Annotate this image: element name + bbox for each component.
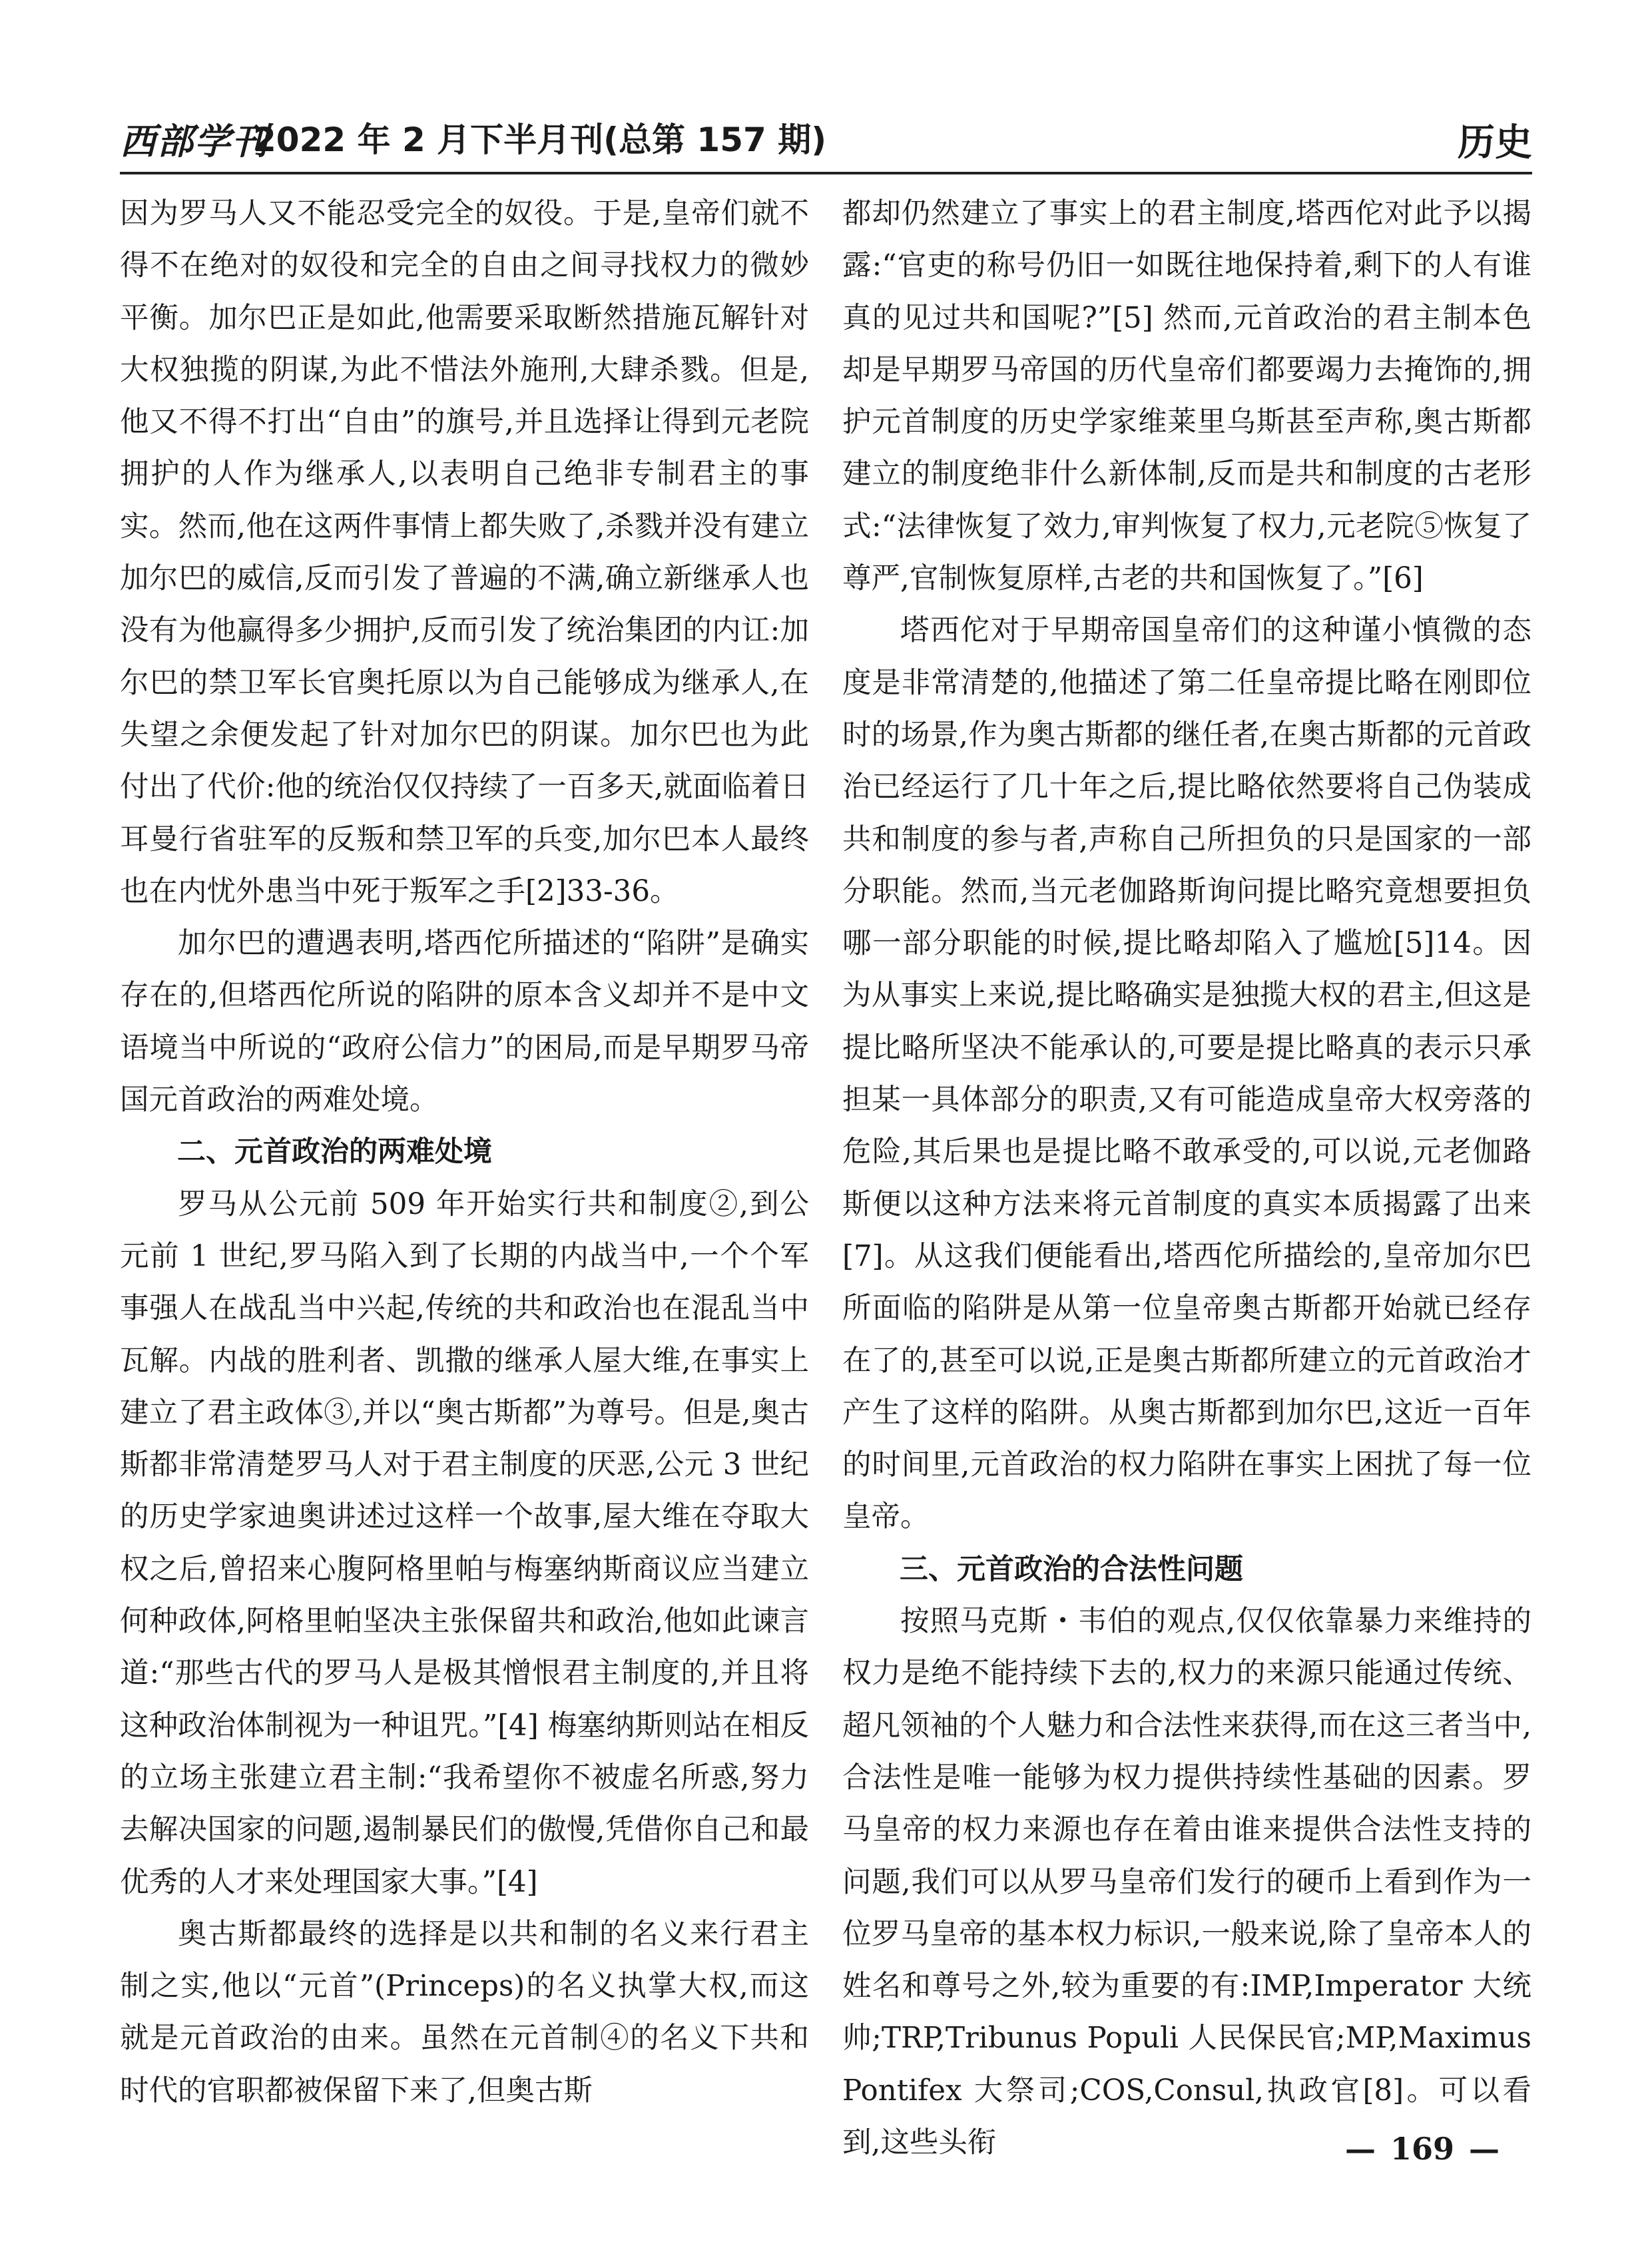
page-number: 169 (1390, 2131, 1455, 2167)
body-paragraph: 加尔巴的遭遇表明,塔西佗所描述的“陷阱”是确实存在的,但塔西佗所说的陷阱的原本含义却并不是中文语境当中所说的“政府公信力”的困局,而是早期罗马帝国元首政治的两难处境。 (120, 927, 809, 1117)
body-paragraph: 因为罗马人又不能忍受完全的奴役。于是,皇帝们就不得不在绝对的奴役和完全的自由之间寻找权力的微妙平衡。加尔巴正是如此,他需要采取断然措施瓦解针对大权独揽的阴谋,为此不惜法外施刑,大肆杀戮。但是,他又不得不打出“自由”的旗号,并且选择让得到元老院拥护的人作为继承人,以表明自己绝非专制君主的事实。然而,他在这两件事情上都失败了,杀戮并没有建立加尔巴的威信,反而引发了普遍的不满,确立新继承人也没有为他赢得多少拥护,反而引发了统治集团的内讧:加尔巴的禁卫军长官奥托原以为自己能够成为继承人,在失望之余便发起了针对加尔巴的阴谋。加尔巴也为此付出了代价:他的统治仅仅持续了一百多天,就面临着日耳曼行省驻军的反叛和禁卫军的兵变,加尔巴本人最终也在内忧外患当中死于叛军之手[2]33-36。 (120, 197, 809, 908)
body-paragraph: 塔西佗对于早期帝国皇帝们的这种谨小慎微的态度是非常清楚的,他描述了第二任皇帝提比略在刚即位时的场景,作为奥古斯都的继任者,在奥古斯都的元首政治已经运行了几十年之后,提比略依然要将自己伪装成共和制度的参与者,声称自己所担负的只是国家的一部分职能。然而,当元老伽路斯询问提比略究竟想要担负哪一部分职能的时候,提比略却陷入了尴尬[5]14。因为从事实上来说,提比略确实是独揽大权的君主,但这是提比略所坚决不能承认的,可要是提比略真的表示只承担某一具体部分的职责,又有可能造成皇帝大权旁落的危险,其后果也是提比略不敢承受的,可以说,元老伽路斯便以这种方法来将元首制度的真实本质揭露了出来[7]。从这我们便能看出,塔西佗所描绘的,皇帝加尔巴所面临的陷阱是从第一位皇帝奥古斯都开始就已经存在了的,甚至可以说,正是奥古斯都所建立的元首政治才产生了这样的陷阱。从奥古斯都到加尔巴,这近一百年的时间里,元首政治的权力陷阱在事实上困扰了每一位皇帝。 (842, 614, 1531, 1534)
page-header (120, 108, 1532, 165)
section-tag: 历史 (1458, 121, 1532, 164)
left-column (120, 188, 809, 2117)
section-heading: 二、元首政治的两难处境 (177, 1135, 492, 1169)
header-divider (120, 172, 1532, 174)
body-paragraph: 罗马从公元前 509 年开始实行共和制度②,到公元前 1 世纪,罗马陷入到了长期的内战当中,一个个军事强人在战乱当中兴起,传统的共和政治也在混乱当中瓦解。内战的胜利者、凯撒的继承人屋大维,在事实上建立了君主政体③,并以“奥古斯都”为尊号。但是,奥古斯都非常清楚罗马人对于君主制度的厌恶,公元 3 世纪的历史学家迪奥讲述过这样一个故事,屋大维在夺取大权之后,曾招来心腹阿格里帕与梅塞纳斯商议应当建立何种政体,阿格里帕坚决主张保留共和政治,他如此谏言道:“那些古代的罗马人是极其憎恨君主制度的,并且将这种政治体制视为一种诅咒。”[4] 梅塞纳斯则站在相反的立场主张建立君主制:“我希望你不被虚名所惑,努力去解决国家的问题,遏制暴民们的傲慢,凭借你自己和最优秀的人才来处理国家大事。”[4] (120, 1187, 809, 1899)
footer-dash-right: — (1469, 2131, 1500, 2167)
journal-logo: 西部学刊 (120, 120, 269, 162)
body-paragraph: 奥古斯都最终的选择是以共和制的名义来行君主制之实,他以“元首”(Princeps)的名义执掌大权,而这就是元首政治的由来。虽然在元首制④的名义下共和时代的官职都被保留下来了,但奥古斯 (120, 1917, 809, 2107)
journal-issue: 2022 年 2 月下半月刊(总第 157 期) (253, 121, 827, 159)
section-heading: 三、元首政治的合法性问题 (900, 1552, 1243, 1586)
footer-dash-left: — (1345, 2131, 1376, 2167)
body-paragraph: 按照马克斯・韦伯的观点,仅仅依靠暴力来维持的权力是绝不能持续下去的,权力的来源只能通过传统、超凡领袖的个人魅力和合法性来获得,而在这三者当中,合法性是唯一能够为权力提供持续性基础的因素。罗马皇帝的权力来源也存在着由谁来提供合法性支持的问题,我们可以从罗马皇帝们发行的硬币上看到作为一位罗马皇帝的基本权力标识,一般来说,除了皇帝本人的姓名和尊号之外,较为重要的有:IMP,Imperator 大统帅;TRP,Tribunus Populi 人民保民官;MP,Maximus Pontifex 大祭司;COS,Consul,执政官[8]。可以看到,这些头衔 (842, 1605, 1531, 2159)
page-footer (1345, 2131, 1531, 2177)
body-paragraph: 都却仍然建立了事实上的君主制度,塔西佗对此予以揭露:“官吏的称号仍旧一如既往地保持着,剩下的人有谁真的见过共和国呢?”[5] 然而,元首政治的君主制本色却是早期罗马帝国的历代皇帝们都要竭力去掩饰的,拥护元首制度的历史学家维莱里乌斯甚至声称,奥古斯都建立的制度绝非什么新体制,反而是共和制度的古老形式:“法律恢复了效力,审判恢复了权力,元老院⑤恢复了尊严,官制恢复原样,古老的共和国恢复了。”[6] (842, 197, 1531, 596)
right-column (842, 188, 1531, 2169)
